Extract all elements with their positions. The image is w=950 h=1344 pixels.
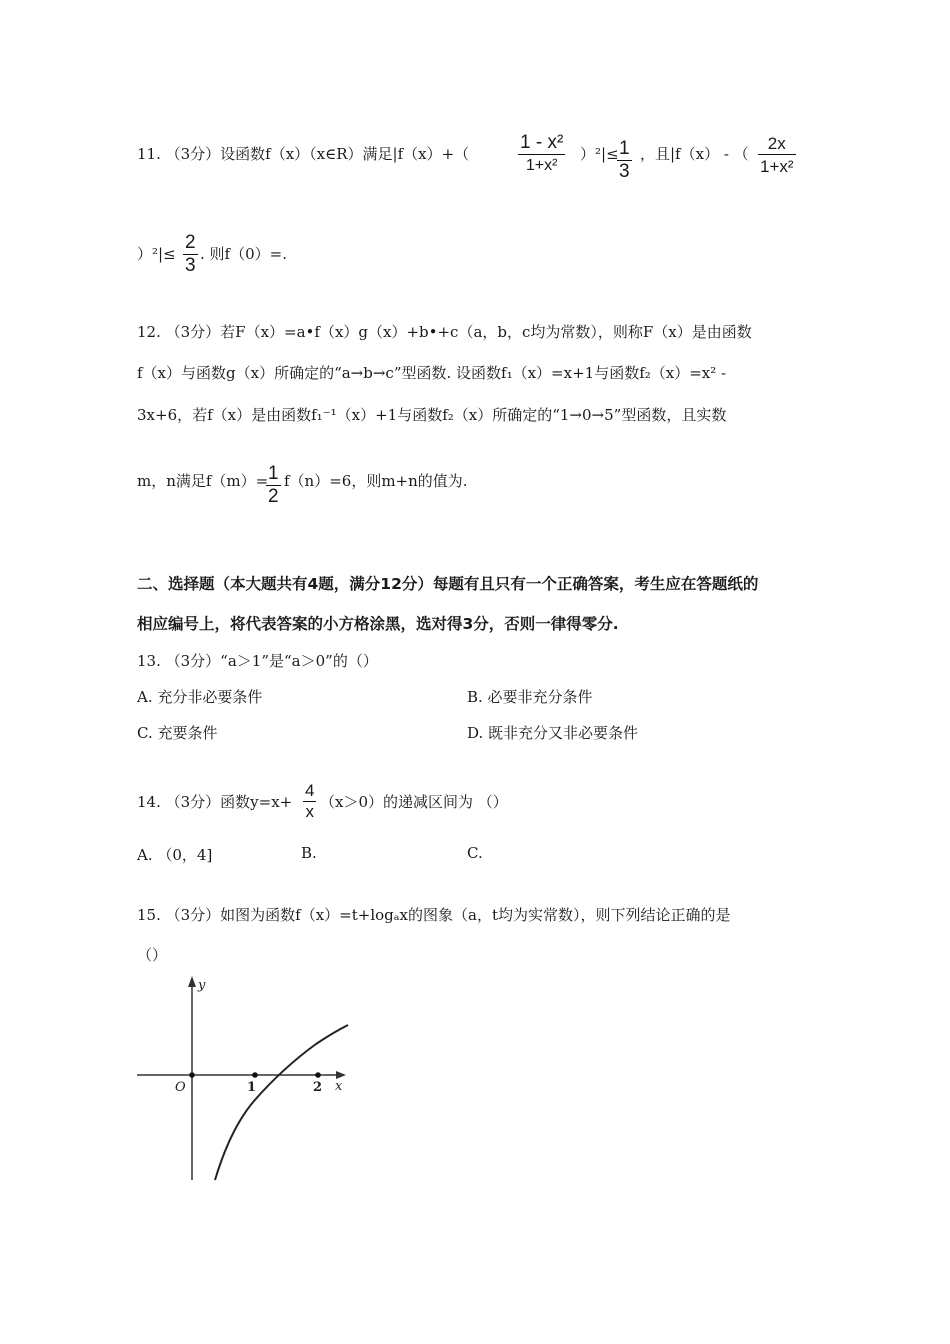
q12-line4-suffix: f（n）=6，则m+n的值为.: [284, 472, 468, 490]
q14-stem-suffix: （x＞0）的递减区间为 （）: [320, 793, 508, 811]
y-axis-arrow: [188, 976, 196, 987]
q11-frac2-numerator: 1: [619, 138, 630, 159]
q13-stem: 13. （3分）“a＞1”是“a＞0”的（）: [137, 652, 378, 670]
x-axis-label: x: [335, 1079, 343, 1094]
origin-dot: [189, 1072, 195, 1078]
q15-stem-line2: （）: [137, 946, 168, 964]
q13-option-b: B. 必要非充分条件: [467, 688, 593, 706]
q13-option-c: C. 充要条件: [137, 724, 218, 742]
q12-line4-prefix: m，n满足f（m）=: [137, 472, 269, 490]
tick-1-dot: [252, 1072, 258, 1078]
log-curve: [215, 1025, 348, 1180]
x-axis-arrow: [336, 1071, 346, 1079]
q11-line2-prefix: ）²|≤: [137, 245, 176, 263]
tick-1-label: 1: [247, 1080, 257, 1095]
q11-frac2-denominator: 3: [619, 161, 630, 182]
section-2-line2: 相应编号上，将代表答案的小方格涂黑，选对得3分，否则一律得零分.: [137, 615, 619, 633]
q11-line1-prefix: 11. （3分）设函数f（x）（x∈R）满足|f（x）+（: [137, 145, 470, 163]
q14-frac-denominator: x: [305, 802, 314, 821]
q14-option-a: A. （0，4]: [137, 846, 213, 864]
tick-2-label: 2: [313, 1080, 323, 1095]
q13-option-d: D. 既非充分又非必要条件: [467, 724, 639, 742]
q14-frac-numerator: 4: [305, 781, 315, 800]
q11-fraction-4: [183, 232, 198, 277]
q11-frac4-numerator: 2: [185, 232, 196, 253]
q12-line3: 3x+6，若f（x）是由函数f₁⁻¹（x）+1与函数f₂（x）所确定的“1→0→5”型函数，且实数: [137, 406, 727, 424]
q12-frac-numerator: 1: [268, 463, 279, 484]
q11-frac3-numerator: 2x: [767, 134, 786, 153]
q15-stem: 15. （3分）如图为函数f（x）=t+logₐx的图象（a，t均为实常数），则下列结论正确的是: [137, 906, 731, 924]
q11-fraction-1: [518, 132, 565, 175]
q11-fraction-3: [758, 134, 796, 177]
q11-fraction-2: [617, 138, 632, 183]
q11-line2-suffix: . 则f（0）=.: [200, 245, 287, 263]
log-function-graph: [132, 970, 362, 1190]
section-2-line1: 二、选择题（本大题共有4题，满分12分）每题有且只有一个正确答案，考生应在答题纸的: [137, 575, 759, 593]
tick-2-dot: [315, 1072, 321, 1078]
q11-frac1-denominator: 1+x²: [525, 157, 558, 174]
q14-option-b: B.: [301, 844, 317, 862]
q11-frac1-numerator: 1 - x²: [520, 132, 564, 153]
q11-frac4-denominator: 3: [185, 255, 196, 276]
q12-line1: 12. （3分）若F（x）=a•f（x）g（x）+b•+c（a，b，c均为常数），则称F（x）是由函数: [137, 323, 752, 341]
q11-mid2: ，且|f（x） - （: [640, 145, 749, 163]
q14-stem-prefix: 14. （3分）函数y=x+: [137, 793, 293, 811]
y-axis-label: y: [198, 978, 206, 993]
origin-label: O: [175, 1080, 186, 1095]
q14-option-c: C.: [467, 844, 483, 862]
q11-frac3-denominator: 1+x²: [760, 157, 794, 176]
q13-option-a: A. 充分非必要条件: [137, 688, 263, 706]
q14-fraction: [303, 781, 316, 822]
q12-fraction: [266, 463, 281, 508]
q11-mid1: ）²|≤: [580, 145, 619, 163]
q12-line2: f（x）与函数g（x）所确定的“a→b→c”型函数. 设函数f₁（x）=x+1与函数f₂（x）=x² -: [137, 364, 727, 382]
q12-frac-denominator: 2: [268, 486, 279, 507]
